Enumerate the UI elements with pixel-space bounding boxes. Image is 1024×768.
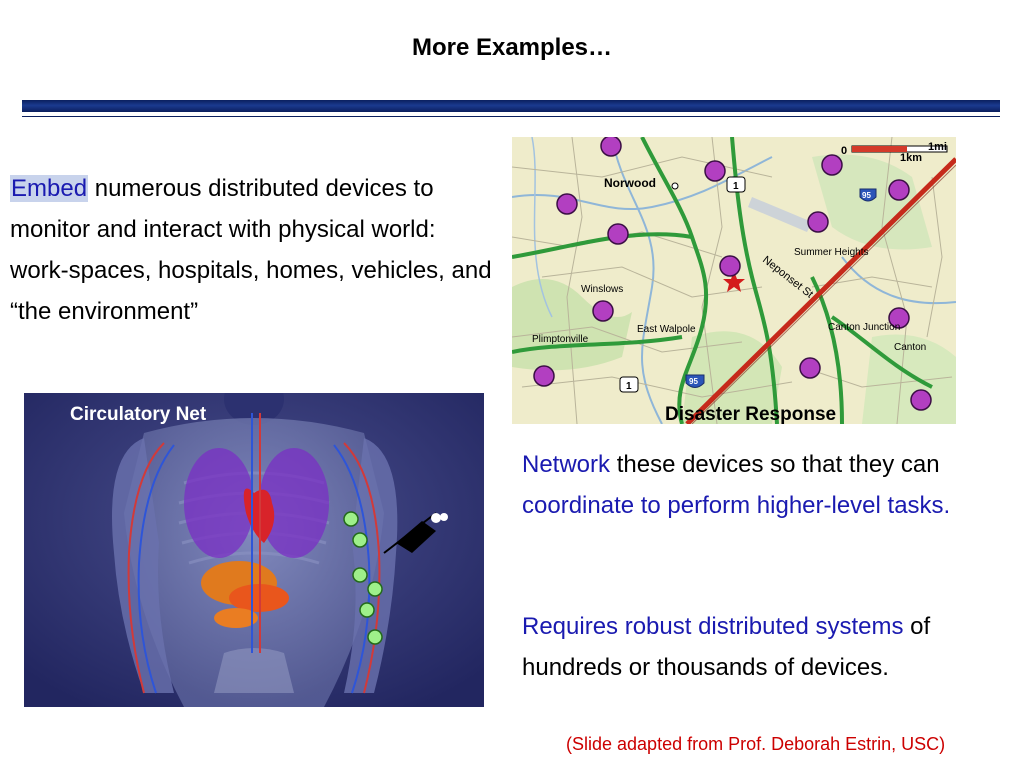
body-caption: Circulatory Net [70,404,207,425]
title-rule [22,100,1000,112]
requires-keyword: Requires robust distributed systems [522,613,904,640]
slide-title: More Examples… [411,34,613,61]
map-caption: Disaster Response [665,404,837,425]
map-shield-route1-a: 1 [733,181,739,192]
map-shield-i95-a: 95 [862,191,871,200]
map-label-east-walpole: East Walpole [637,324,696,335]
map-label-norwood: Norwood [604,176,656,190]
disaster-response-map [512,137,956,424]
map-scale-mi: 1mi [928,141,947,153]
requires-text: of hundreds or thousands of devices. [522,613,931,681]
map-shield-route1-b: 1 [626,381,632,392]
network-keyword: Network [522,451,611,478]
requires-paragraph [522,606,992,688]
map-label-canton: Canton [894,342,927,353]
map-shield-i95-b: 95 [689,377,698,386]
map-label-winslows: Winslows [581,284,624,295]
embed-text: numerous distributed devices to monitor and interact with physical world: work-spaces, hospitals, homes, vehicles, and “the environment” [10,175,492,325]
network-text: these devices so that they can [610,451,940,478]
map-label-summer-heights: Summer Heights [794,247,869,258]
embed-keyword: Embed [11,175,88,202]
coordinate-text: coordinate to perform higher-level tasks. [522,492,951,519]
map-label-canton-junction: Canton Junction [828,322,901,333]
map-scale-km: 1km [900,152,923,164]
map-label-plimptonville: Plimptonville [532,334,589,345]
network-paragraph [522,444,992,526]
circulatory-net-image [24,393,484,707]
credit-line: (Slide adapted from Prof. Deborah Estrin, USC) [566,734,946,754]
map-label-street: Neponset St [760,253,816,301]
map-scale-zero: 0 [841,145,848,157]
title-rule-thin [22,116,1000,117]
embed-paragraph [10,168,500,332]
